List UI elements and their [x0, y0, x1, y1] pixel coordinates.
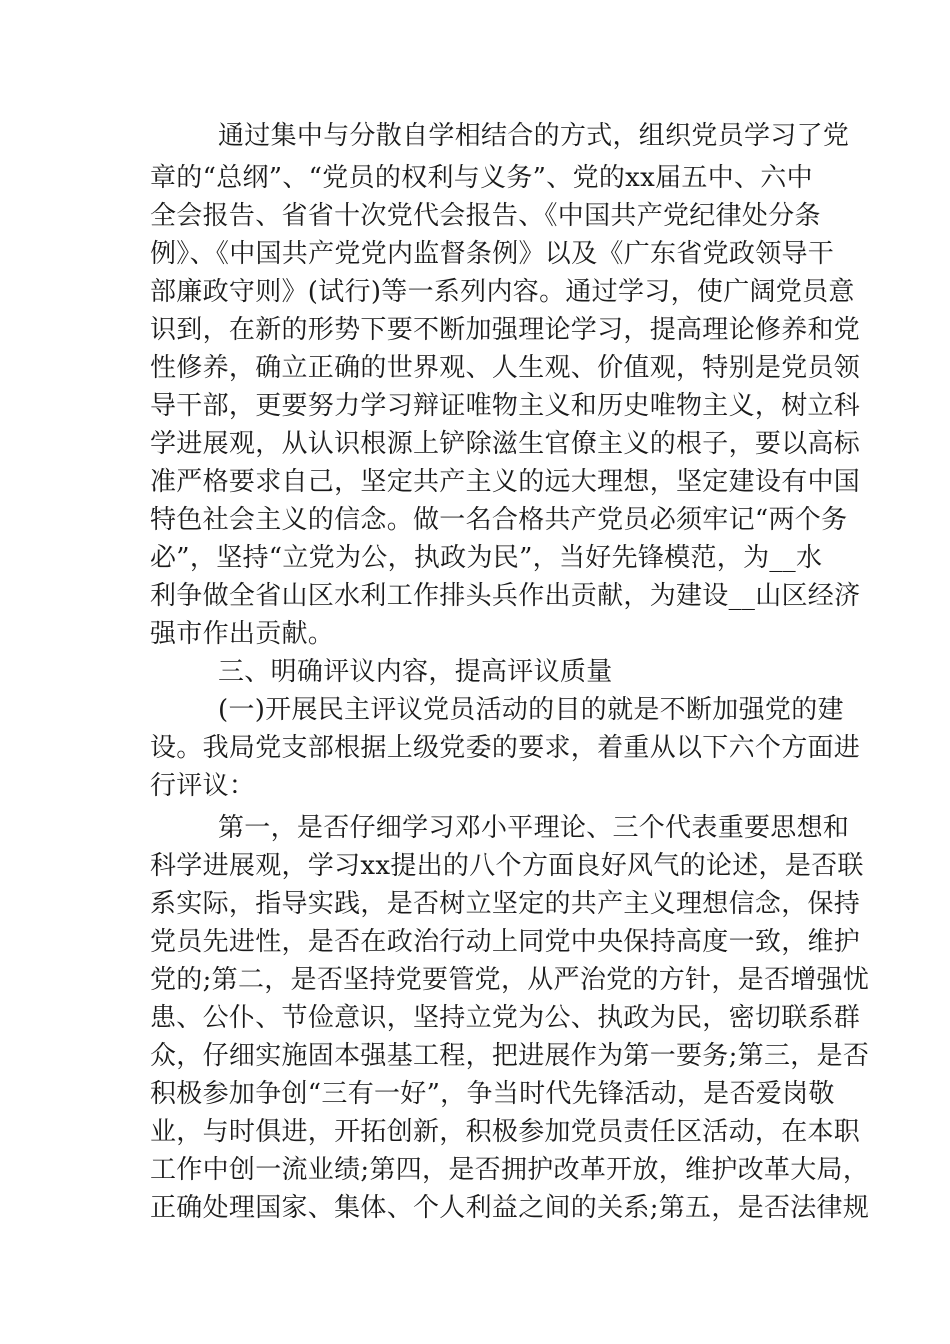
text-line: (一)开展民主评议党员活动的目的就是不断加强党的建: [218, 695, 844, 725]
text-line: 章的“总纲”、“党员的权利与义务”、党的xx届五中、六中: [150, 163, 813, 193]
text-line: 特色社会主义的信念。做一名合格共产党员必须牢记“两个务: [150, 505, 848, 535]
text-line: 部廉政守则》(试行)等一系列内容。通过学习，使广阔党员意: [150, 277, 855, 307]
text-line: 必”，坚持“立党为公，执政为民”，当好先锋模范，为__水: [150, 543, 823, 573]
text-line: 业，与时俱进，开拓创新，积极参加党员责任区活动，在本职: [150, 1117, 861, 1147]
text-line: 第一，是否仔细学习邓小平理论、三个代表重要思想和: [218, 813, 850, 843]
text-line: 导干部，更要努力学习辩证唯物主义和历史唯物主义，树立科: [150, 391, 861, 421]
text-line: 学进展观，从认识根源上铲除滋生官僚主义的根子，要以高标: [150, 429, 861, 459]
text-line: 正确处理国家、集体、个人利益之间的关系;第五，是否法律规: [150, 1193, 870, 1223]
text-line: 积极参加争创“三有一好”，争当时代先锋活动，是否爱岗敬: [150, 1079, 835, 1109]
text-line: 设。我局党支部根据上级党委的要求，着重从以下六个方面进: [150, 733, 861, 763]
text-line: 工作中创一流业绩;第四，是否拥护改革开放，维护改革大局，: [150, 1155, 870, 1185]
text-line: 系实际，指导实践，是否树立坚定的共产主义理想信念，保持: [150, 889, 861, 919]
text-line: 全会报告、省省十次党代会报告、《中国共产党纪律处分条: [150, 201, 821, 231]
section-heading: 三、明确评议内容，提高评议质量: [218, 657, 613, 687]
text-line: 性修养，确立正确的世界观、人生观、价值观，特别是党员领: [150, 353, 861, 383]
text-line: 党员先进性，是否在政治行动上同党中央保持高度一致，维护: [150, 927, 861, 957]
text-line: 识到，在新的形势下要不断加强理论学习，提高理论修养和党: [150, 315, 861, 345]
text-line: 利争做全省山区水利工作排头兵作出贡献，为建设__山区经济: [150, 581, 861, 611]
text-line: 患、公仆、节俭意识，坚持立党为公、执政为民，密切联系群: [150, 1003, 861, 1033]
text-line: 党的;第二，是否坚持党要管党，从严治党的方针，是否增强忧: [150, 965, 870, 995]
text-line: 例》、《中国共产党党内监督条例》以及《广东省党政领导干: [150, 239, 835, 269]
text-line: 行评议：: [150, 771, 256, 801]
text-line: 强市作出贡献。: [150, 619, 335, 649]
text-line: 通过集中与分散自学相结合的方式，组织党员学习了党: [218, 121, 850, 151]
text-line: 众，仔细实施固本强基工程，把进展作为第一要务;第三，是否: [150, 1041, 870, 1071]
text-line: 准严格要求自己，坚定共产主义的远大理想，坚定建设有中国: [150, 467, 861, 497]
text-line: 科学进展观，学习xx提出的八个方面良好风气的论述，是否联: [150, 851, 864, 881]
